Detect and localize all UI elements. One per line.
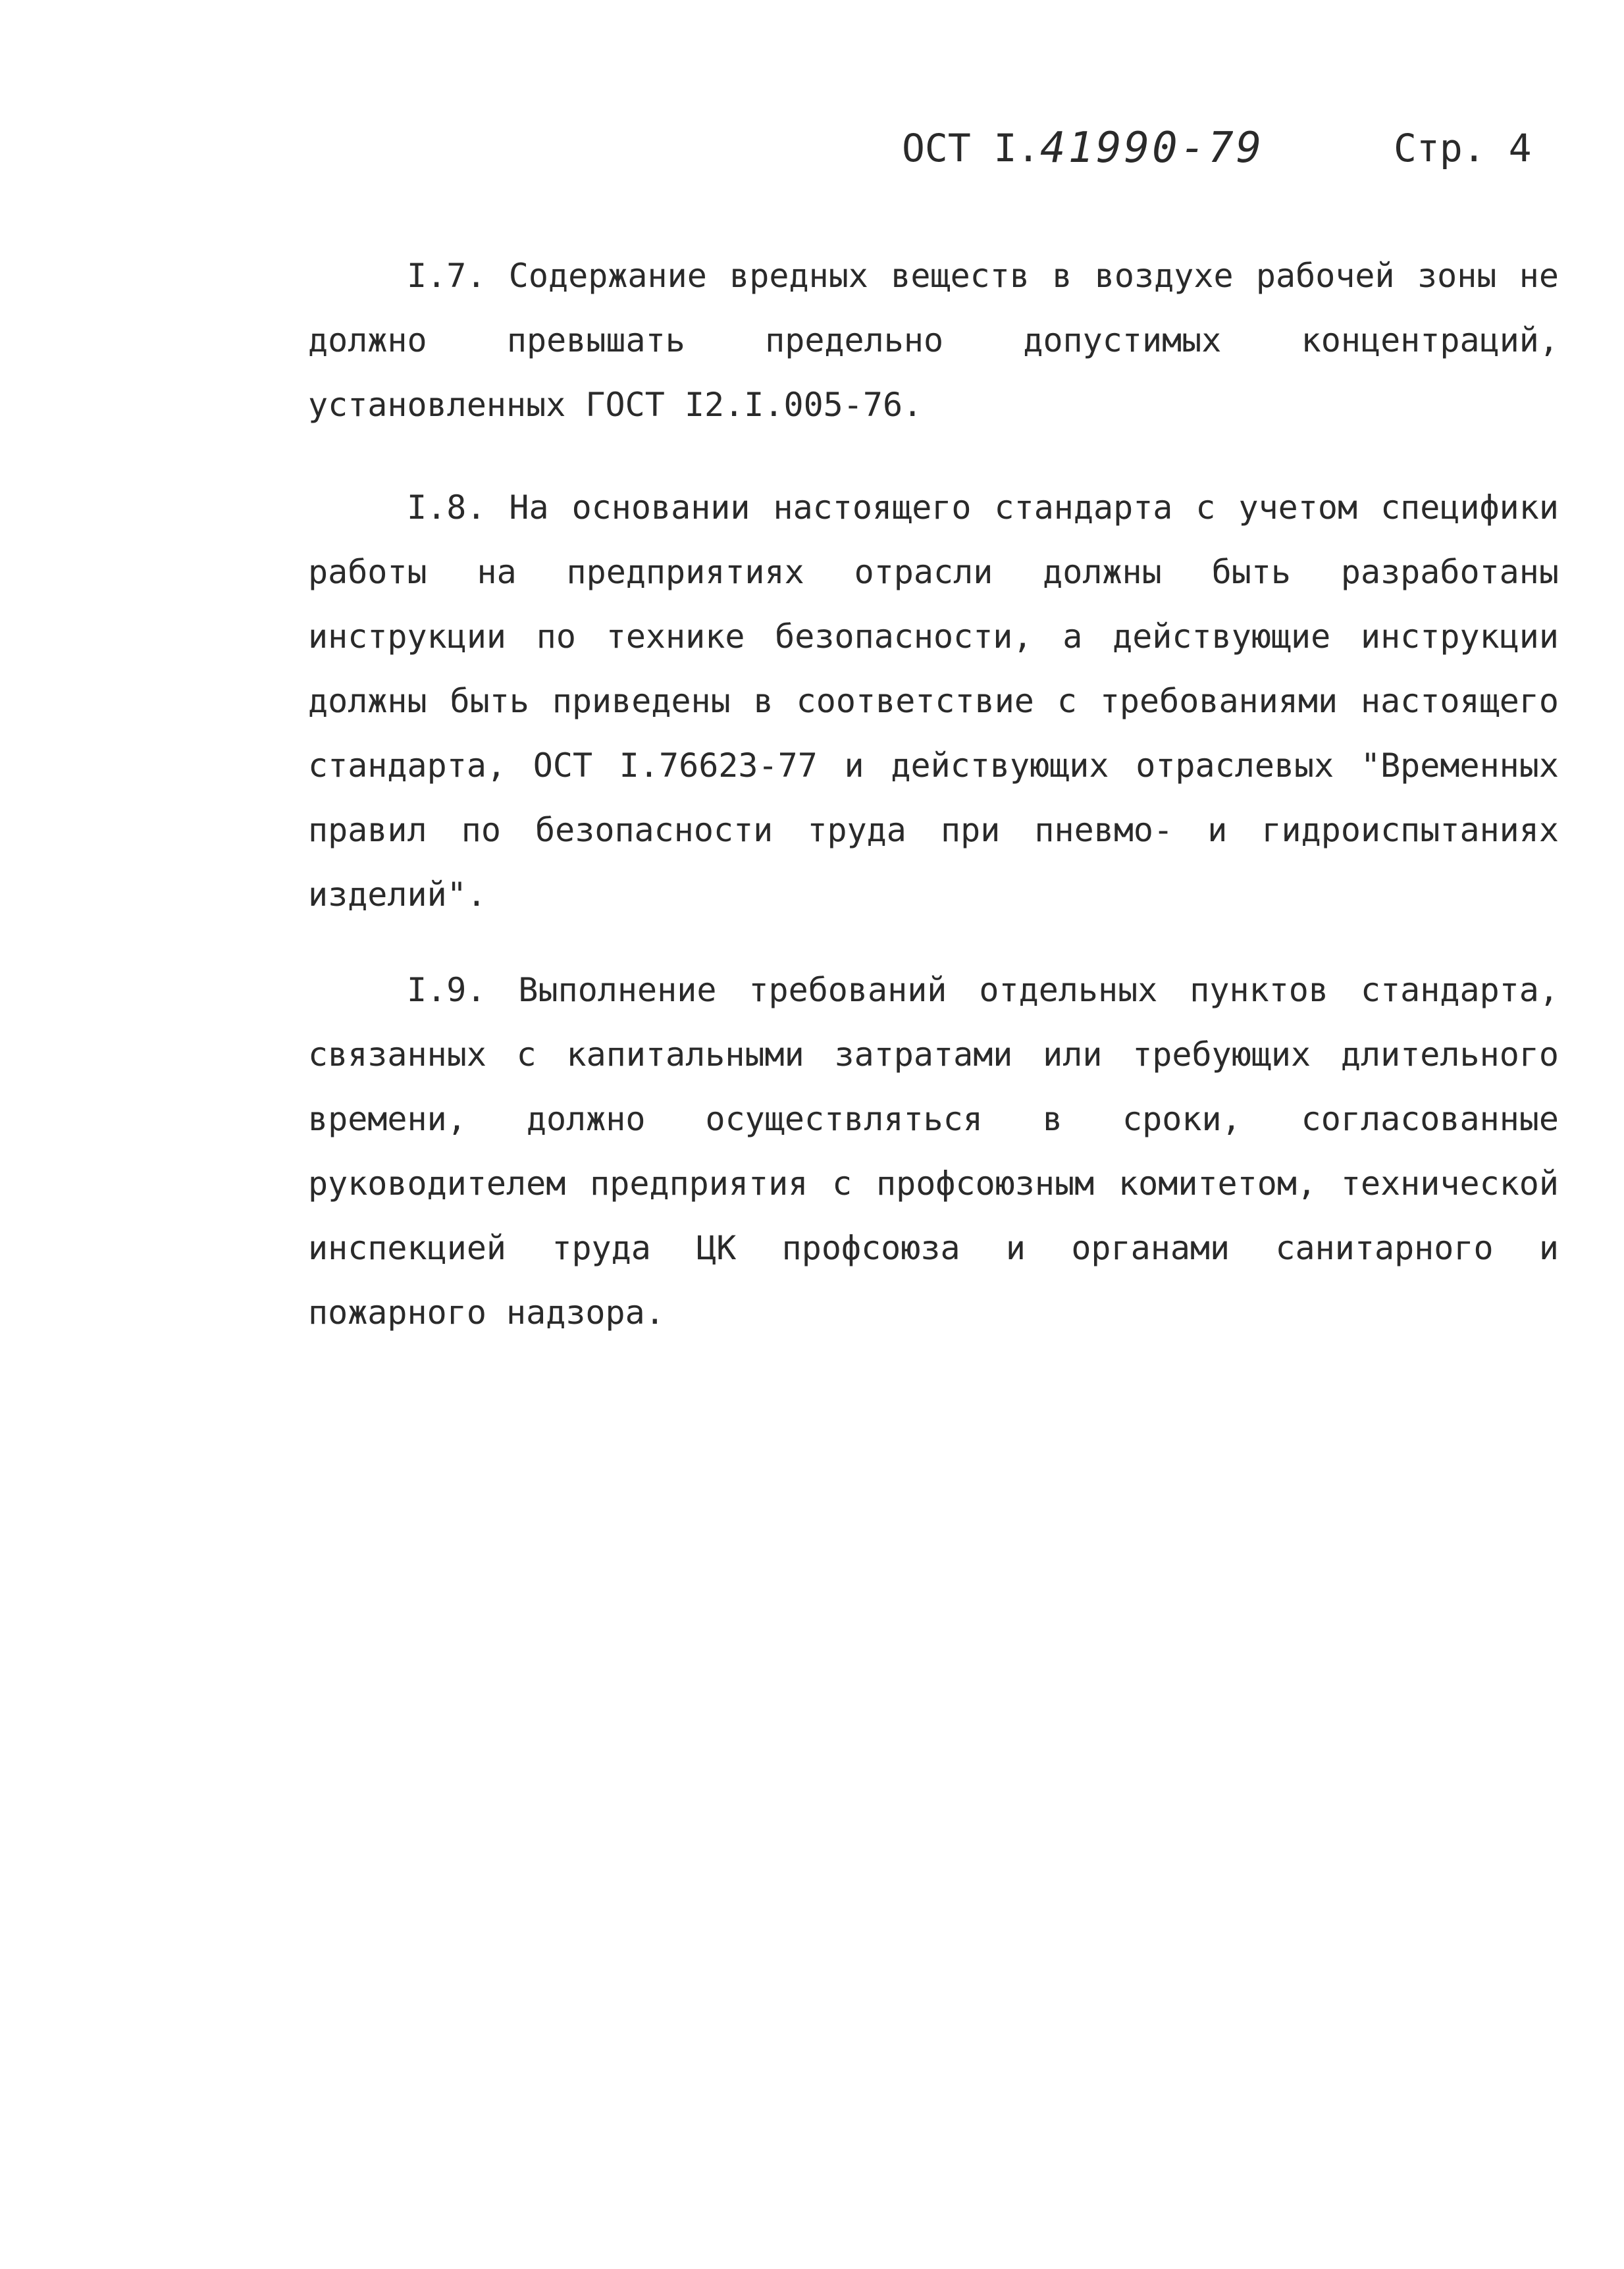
standard-code: ОСТ I.: [902, 126, 1040, 170]
page-header: [902, 118, 1560, 178]
standard-number: 41990-79: [1040, 124, 1265, 172]
paragraph-1-9: [308, 958, 1559, 1345]
paragraph-text: Выполнение требований отдельных пунктов стандарта, связанных с капитальными затратами или требующих длительного времени, должно осуществляться в сроки, согласованные руководителем предприятия с профсоюзным комитетом, технической инспекцией труда ЦК профсоюза и органами санитарного и пожарного надзора.: [308, 971, 1559, 1332]
paragraph-text: Содержание вредных веществ в воздухе рабочей зоны не должно превышать предельно допустимых концентраций, установленных ГОСТ I2.I.005-76.: [308, 257, 1559, 424]
paragraph-1-7: [308, 244, 1559, 437]
page-number: Стр. 4: [1394, 126, 1532, 170]
paragraph-number: I.8.: [407, 488, 510, 527]
paragraph-number: I.9.: [407, 971, 519, 1009]
paragraph-1-8: [308, 475, 1559, 927]
paragraph-text: На основании настоящего стандарта с учетом специфики работы на предприятиях отрасли должны быть разработаны инструкции по технике безопасности, а действующие инструкции должны быть приведены в соответствие с требованиями настоящего стандарта, ОСТ I.76623-77 и действующих отраслевых "Временных правил по безопасности труда при пневмо- и гидроиспытаниях изделий".: [308, 488, 1559, 914]
paragraph-number: I.7.: [407, 257, 509, 295]
